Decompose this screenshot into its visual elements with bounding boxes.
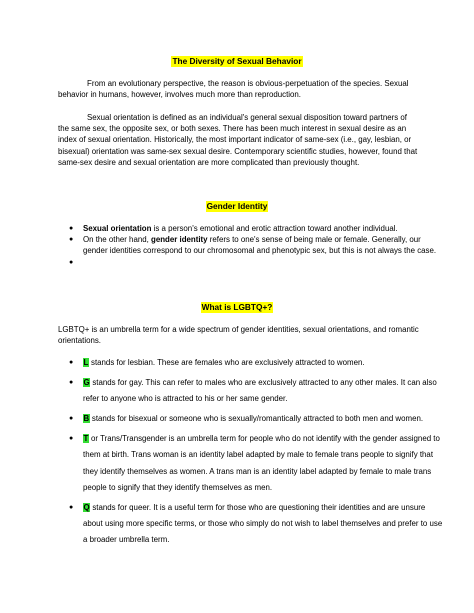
list-item bbox=[58, 223, 444, 234]
gender-identity-heading: Gender Identity bbox=[206, 201, 268, 211]
letter-highlight: L bbox=[83, 358, 89, 367]
bullet-icon: ● bbox=[69, 435, 74, 443]
letter-highlight: G bbox=[83, 378, 90, 387]
list-item bbox=[58, 234, 444, 256]
bullet-text: refers to one's sense of being male or female. Generally, our gender identities correspond to our chromosomal and phenotypic sex, but this is not always the case. bbox=[83, 235, 437, 256]
intro-paragraph-1: From an evolutionary perspective, the reason is obvious-perpetuation of the species. Sexual behavior in humans, however, involves much more than reproduction. bbox=[58, 79, 409, 100]
lgbtq-list bbox=[58, 355, 444, 552]
bullet-icon: ● bbox=[69, 503, 74, 511]
letter-highlight: B bbox=[83, 414, 90, 424]
intro-paragraph-2: Sexual orientation is defined as an individual's general sexual disposition toward partners of the same sex, the opposite sex, or both sexes. There has been much interest in sexual desire as an index of sexual orientation. Historically, the most important indicator of same-sex (i.e., gay, lesbian, or bisexual) orientation was same-sex sexual desire. Contemporary scientific studies, however, found that same-sex desire and sexual orientation are more complicated than previously thought. bbox=[58, 113, 418, 167]
bullet-term: Sexual orientation bbox=[83, 224, 152, 233]
lgbtq-intro-paragraph: LGBTQ+ is an umbrella term for a wide spectrum of gender identities, sexual orientations, and romantic orientations. bbox=[58, 325, 419, 346]
bullet-icon: ● bbox=[69, 258, 74, 266]
gender-identity-list bbox=[58, 223, 444, 268]
list-item bbox=[58, 411, 444, 427]
letter-highlight: T bbox=[83, 434, 89, 444]
item-text: stands for gay. This can refer to males who are exclusively attracted to any other males. It can also refer to anyone who is attracted to his or her same gender. bbox=[83, 378, 437, 404]
gender-identity-heading-row bbox=[0, 201, 474, 212]
document-title: The Diversity of Sexual Behavior bbox=[172, 56, 302, 66]
bullet-icon: ● bbox=[69, 225, 74, 232]
bullet-icon: ● bbox=[69, 379, 74, 386]
bullet-icon: ● bbox=[69, 359, 74, 366]
bullet-pre: On the other hand, bbox=[83, 235, 151, 245]
title-row bbox=[0, 56, 474, 67]
bullet-text: is a person's emotional and erotic attraction toward another individual. bbox=[151, 224, 398, 233]
bullet-term: gender identity bbox=[151, 235, 208, 245]
item-text: stands for queer. It is a useful term for those who are questioning their identities and are unsure about using more specific terms, or those who simply do not wish to label themselves and prefer to use a broader umbrella term. bbox=[83, 502, 443, 545]
list-item bbox=[58, 355, 444, 371]
bullet-icon: ● bbox=[69, 236, 74, 244]
lgbtq-heading-row bbox=[0, 302, 474, 313]
item-text: stands for bisexual or someone who is sexually/romantically attracted to both men and women. bbox=[89, 414, 424, 424]
list-item bbox=[58, 431, 444, 496]
list-item bbox=[58, 257, 444, 268]
list-item bbox=[58, 500, 444, 549]
item-text: or Trans/Transgender is an umbrella term for people who do not identify with the gender assigned to them at birth. Trans woman is an identity label adapted by male to female trans people to signify that they identify themselves as women. A trans man is an identity label adapted by female to male trans people to signify that they identify themselves as men. bbox=[83, 434, 440, 492]
bullet-icon: ● bbox=[69, 415, 74, 423]
item-text: stands for lesbian. These are females who are exclusively attracted to women. bbox=[88, 358, 365, 367]
lgbtq-heading: What is LGBTQ+? bbox=[201, 302, 273, 312]
list-item bbox=[58, 375, 444, 407]
letter-highlight: Q bbox=[83, 502, 90, 512]
